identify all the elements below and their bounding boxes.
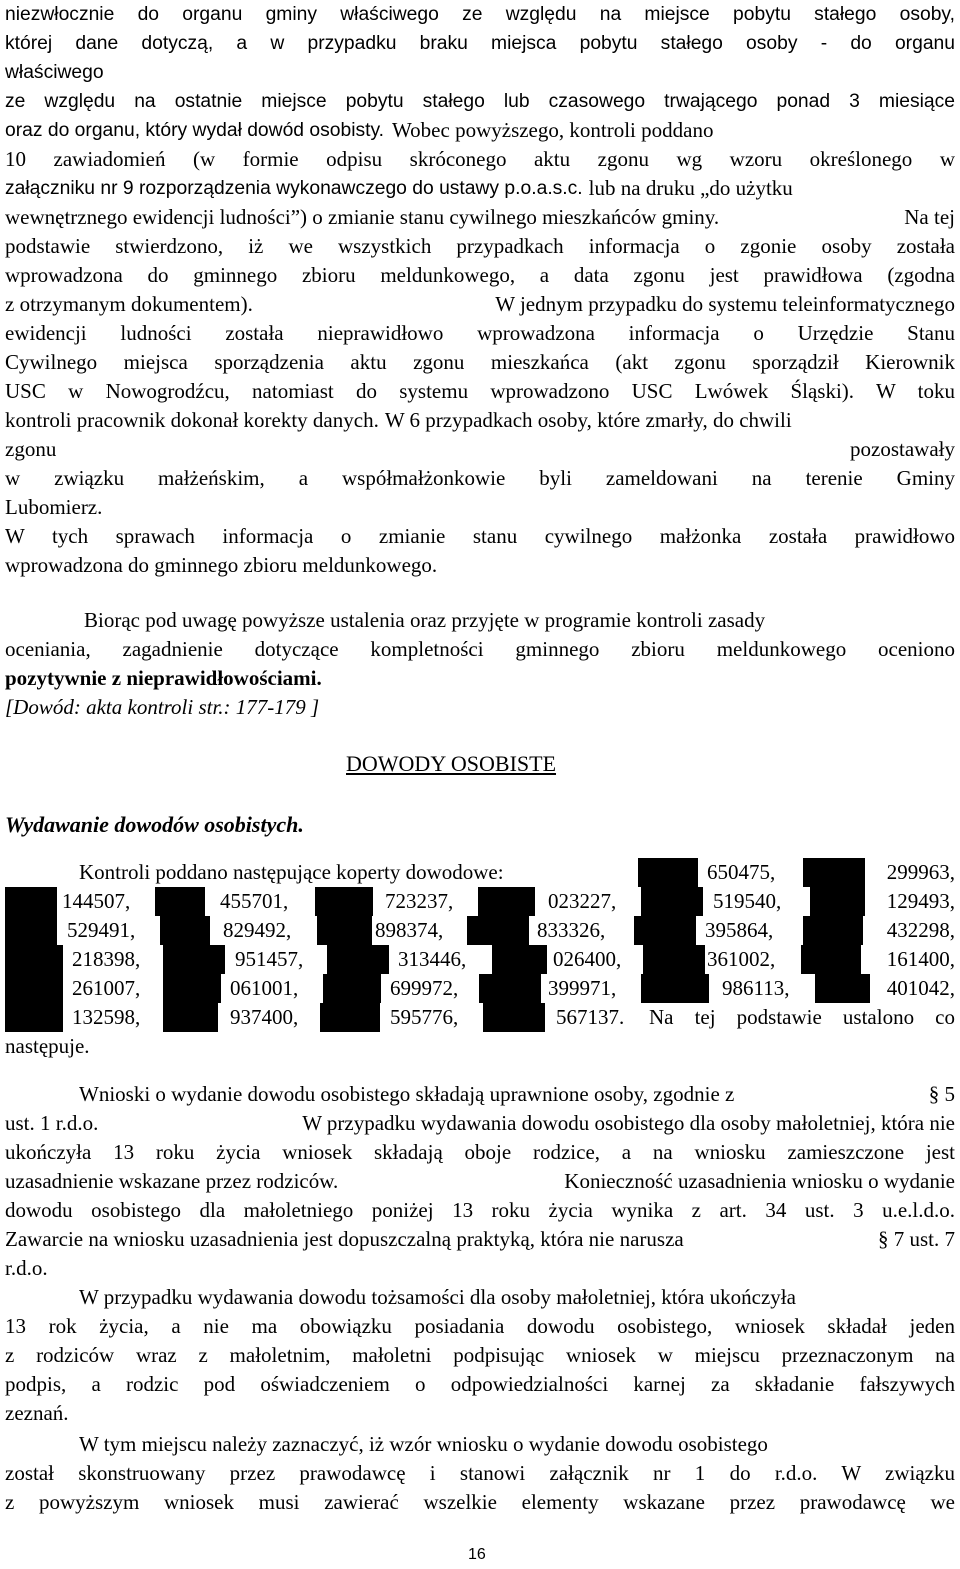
text-line: niezwłocznie do organu gminy właściwego ze względu na miejsce pobytu stałego osoby, (5, 4, 955, 25)
redaction-block (803, 916, 863, 945)
envelope-number: 937400, (230, 1005, 299, 1029)
section-title: DOWODY OSOBISTE (346, 751, 557, 776)
envelope-number: 218398, (72, 947, 141, 971)
text-line: następuje. (5, 1034, 90, 1058)
envelope-number: 299963, (886, 860, 955, 884)
redaction-block (479, 974, 541, 1003)
envelope-number: 455701, (220, 889, 289, 913)
redaction-block (5, 916, 57, 945)
envelope-number: 061001, (230, 976, 299, 1000)
text-line: wprowadzona do gminnego zbioru meldunkowego, a data zgonu jest prawidłowa (zgodna (5, 263, 955, 287)
section-sign: § (877, 1227, 889, 1251)
envelope-number: 529491, (67, 918, 136, 942)
envelope-number: 026400, (553, 947, 622, 971)
redaction-block (5, 887, 57, 916)
text-line: uzasadnienie wskazane przez rodziców. Konieczność uzasadnienia wniosku o wydanie (5, 1169, 955, 1193)
text-line: z otrzymanym dokumentem). W jednym przypadku do systemu teleinformatycznego (5, 292, 955, 316)
subheading: Wydawanie dowodów osobistych. (5, 812, 304, 837)
text-line: W tym miejscu należy zaznaczyć, iż wzór wniosku o wydanie dowodu osobistego (79, 1432, 768, 1456)
envelope-number: 401042, (886, 976, 955, 1000)
text-line: dowodu osobistego dla małoletniego poniżej 13 roku życia wynika z art. 34 ust. 3 u.e.l.d.o. (5, 1198, 955, 1222)
redaction-block (801, 945, 861, 974)
envelope-number: 132598, (72, 1005, 141, 1029)
text-line: ze względu na ostatnie miejsce pobytu stałego lub czasowego trwającego ponad 3 miesiące (5, 91, 955, 112)
envelope-number: 144507, (62, 889, 131, 913)
text-line: zeznań. (5, 1401, 69, 1425)
text-line: r.d.o. (5, 1256, 48, 1280)
envelope-number: 650475, (707, 860, 776, 884)
text-line: z powyższym wniosek musi zawierać wszelkie elementy wskazane przez prawodawcę we (5, 1490, 955, 1514)
envelope-number: 986113, (722, 976, 790, 1000)
redaction-block (5, 974, 63, 1003)
envelope-number: 129493, (886, 889, 955, 913)
section-sign: § (928, 1082, 940, 1106)
envelope-number: 595776, (390, 1005, 459, 1029)
redaction-block (160, 916, 210, 945)
redaction-block (315, 887, 373, 916)
text-line: W przypadku wydawania dowodu tożsamości dla osoby małoletniej, która ukończyła (79, 1285, 796, 1309)
text-line: załączniku nr 9 rozporządzenia wykonawczego do ustawy p.o.a.s.c. lub na druku „do użytku (5, 176, 793, 200)
redaction-block (163, 974, 221, 1003)
text-line: ust. 1 r.d.o. W przypadku wydawania dowodu osobistego dla osoby małoletniej, która nie (5, 1111, 955, 1135)
conclusion-text: pozytywnie z nieprawidłowościami. (5, 666, 322, 690)
redaction-block (163, 945, 225, 974)
redaction-block (638, 858, 698, 887)
text-line: W tych sprawach informacja o zmianie stanu cywilnego małżonka została prawidłowo (5, 524, 955, 548)
redaction-block (483, 1003, 545, 1032)
text-line: Na tej podstawie ustalono co (649, 1005, 955, 1029)
text-line: 10 zawiadomień (w formie odpisu skróconego aktu zgonu wg wzoru określonego w (5, 147, 955, 171)
redaction-block (478, 887, 535, 916)
envelope-number: 833326, (537, 918, 606, 942)
envelope-number: 699972, (390, 976, 459, 1000)
text-line: został skonstruowany przez prawodawcę i stanowi załącznik nr 1 do r.d.o. W związku (5, 1461, 955, 1485)
envelope-number: 829492, (223, 918, 292, 942)
envelope-number: 898374, (375, 918, 444, 942)
text-line: Biorąc pod uwagę powyższe ustalenia oraz przyjęte w programie kontroli zasady (84, 608, 766, 632)
redaction-block (317, 916, 372, 945)
text-line: 13 rok życia, a nie ma obowiązku posiadania dowodu osobistego, wniosek składał jeden (5, 1314, 955, 1338)
redaction-block (810, 887, 865, 916)
text-line: Kontroli poddano następujące koperty dowodowe: (79, 860, 504, 884)
redaction-block (320, 1003, 380, 1032)
redaction-block (641, 887, 703, 916)
envelope-number: 432298, (886, 918, 955, 942)
page-number: 16 (468, 1546, 486, 1563)
redaction-block (634, 916, 696, 945)
envelope-number: 567137. (556, 1005, 625, 1029)
text-line: Zawarcie na wniosku uzasadnienia jest dopuszczalną praktyką, która nie narusza § 7 ust. 7 (5, 1227, 955, 1251)
envelope-number: 723237, (385, 889, 454, 913)
envelope-number: 361002, (707, 947, 776, 971)
redaction-block (643, 945, 705, 974)
text-line: USC w Nowogrodźcu, natomiast do systemu wprowadzono USC Lwówek Śląski). W toku (5, 379, 955, 403)
envelope-number: 951457, (235, 947, 304, 971)
text-line: zgonu pozostawały (5, 437, 955, 461)
envelope-number: 313446, (398, 947, 467, 971)
text-line: oceniania, zagadnienie dotyczące kompletności gminnego zbioru meldunkowego oceniono (5, 637, 955, 661)
text-line: Cywilnego miejsca sporządzenia aktu zgonu mieszkańca (akt zgonu sporządził Kierownik (5, 350, 955, 374)
redaction-block (5, 1003, 63, 1032)
text-line: z rodziców wraz z małoletnim, małoletni podpisując wniosek w miejscu przeznaczonym na (5, 1343, 955, 1367)
redaction-block (467, 916, 529, 945)
text-line: Lubomierz. (5, 495, 103, 519)
text-line: Wnioski o wydanie dowodu osobistego składają uprawnione osoby, zgodnie z § 5 (79, 1082, 955, 1106)
redaction-block (323, 974, 381, 1003)
text-line: podpis, a rodzic pod oświadczeniem o odpowiedzialności karnej za składanie fałszywych (5, 1372, 955, 1396)
text-line: oraz do organu, który wydał dowód osobisty. Wobec powyższego, kontroli poddano (5, 118, 714, 142)
envelope-number: 395864, (705, 918, 774, 942)
redaction-block (163, 1003, 218, 1032)
text-line: w związku małżeńskim, a współmałżonkowie byli zameldowani na terenie Gminy (5, 466, 955, 490)
redaction-block (327, 945, 389, 974)
redaction-block (492, 945, 547, 974)
text-line: której dane dotyczą, a w przypadku braku miejsca pobytu stałego osoby - do organu (5, 33, 955, 54)
text-line: kontroli pracownik dokonał korekty danych. W 6 przypadkach osoby, które zmarły, do chwili (5, 408, 792, 432)
envelope-number: 519540, (713, 889, 782, 913)
text-line: podstawie stwierdzono, iż we wszystkich przypadkach informacja o zgonie osoby została (5, 234, 955, 258)
text-line: wprowadzona do gminnego zbioru meldunkowego. (5, 553, 438, 577)
envelope-number: 261007, (72, 976, 141, 1000)
evidence-reference: [Dowód: akta kontroli str.: 177-179 ] (5, 695, 320, 719)
envelope-number: 399971, (548, 976, 617, 1000)
envelope-number: 161400, (886, 947, 955, 971)
text-line: wewnętrznego ewidencji ludności”) o zmianie stanu cywilnego mieszkańców gminy. Na tej (5, 205, 955, 229)
redaction-block (641, 974, 709, 1003)
redaction-block (803, 858, 865, 887)
text-line: ewidencji ludności została nieprawidłowo wprowadzona informacja o Urzędzie Stanu (5, 321, 955, 345)
redaction-block (155, 887, 205, 916)
envelope-number: 023227, (548, 889, 617, 913)
text-line: właściwego (5, 62, 104, 83)
redaction-block (815, 974, 870, 1003)
redaction-block (5, 945, 63, 974)
text-line: ukończyła 13 roku życia wniosek składają oboje rodzice, a na wniosku zamieszczone jest (5, 1140, 955, 1164)
